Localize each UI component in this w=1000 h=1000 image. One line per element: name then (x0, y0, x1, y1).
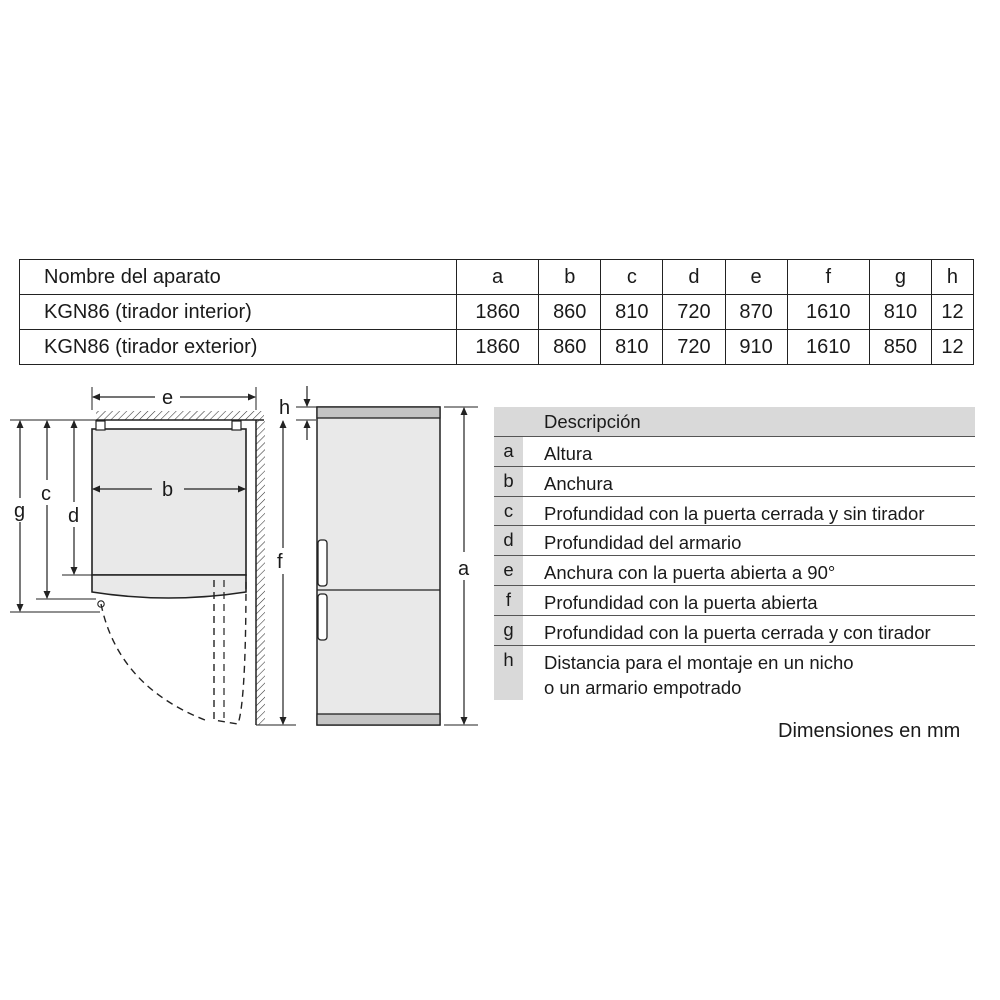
column-header-cell: c (601, 260, 663, 295)
legend-description (544, 620, 931, 645)
closed-door (92, 575, 246, 598)
dim-d-label: d (68, 505, 80, 527)
legend-key: f (494, 586, 523, 615)
dimension-value-cell: 860 (539, 330, 601, 365)
legend-description-line: Anchura (544, 472, 613, 494)
dimension-table-body (20, 260, 974, 365)
legend-description (544, 471, 613, 496)
lower-handle (318, 594, 327, 640)
top-view (10, 386, 318, 725)
legend-description (544, 530, 741, 555)
spacer-left (96, 421, 105, 430)
legend-key: e (494, 556, 523, 585)
legend-key: d (494, 526, 523, 555)
spacer-right (232, 421, 241, 430)
legend-key: c (494, 497, 523, 526)
dim-h-label: h (279, 397, 291, 419)
table-row (20, 295, 974, 330)
legend-item (494, 645, 975, 700)
dimension-value-cell: 850 (869, 330, 931, 365)
column-header-cell: g (869, 260, 931, 295)
legend-description-line: Anchura con la puerta abierta a 90° (544, 562, 836, 584)
dimension-value-cell: 1860 (457, 295, 539, 330)
fridge-body (317, 407, 440, 725)
cabinet-top-view (92, 429, 246, 575)
dimension-table (19, 259, 974, 365)
column-header-cell: a (457, 260, 539, 295)
legend-item (494, 615, 975, 645)
legend-description (544, 501, 925, 526)
legend-item (494, 525, 975, 555)
dimension-value-cell: 1610 (787, 330, 869, 365)
fridge-dimension-drawing (0, 380, 495, 740)
appliance-name-cell: KGN86 (tirador exterior) (20, 330, 457, 365)
table-row (20, 330, 974, 365)
legend-title: Descripción (544, 411, 641, 432)
dim-b-label: b (162, 479, 174, 501)
dimension-value-cell: 810 (601, 295, 663, 330)
column-header-cell: d (663, 260, 725, 295)
legend-item (494, 555, 975, 585)
legend-key: a (494, 437, 523, 466)
dimension-value-cell: 1610 (787, 295, 869, 330)
legend-item (494, 585, 975, 615)
legend-description (544, 650, 854, 700)
dimension-value-cell: 720 (663, 330, 725, 365)
legend-item (494, 466, 975, 496)
description-legend (494, 407, 975, 700)
upper-handle (318, 540, 327, 586)
side-view (317, 407, 478, 725)
dimension-value-cell: 870 (725, 295, 787, 330)
units-note: Dimensiones en mm (778, 720, 961, 742)
column-header-cell: e (725, 260, 787, 295)
legend-description-line: Profundidad con la puerta cerrada y con tirador (544, 621, 931, 643)
legend-description-line: Profundidad del armario (544, 532, 742, 554)
dimension-value-cell: 810 (601, 330, 663, 365)
legend-item (494, 496, 975, 526)
rear-wall-hatch (96, 411, 264, 420)
dim-g-label: g (14, 500, 26, 522)
dim-e-label: e (162, 387, 174, 409)
column-header-cell: b (539, 260, 601, 295)
legend-header (494, 407, 975, 436)
column-header-name: Nombre del aparato (20, 260, 457, 295)
dimension-value-cell: 810 (869, 295, 931, 330)
legend-description-line: Distancia para el montaje en un nicho (544, 651, 854, 673)
fridge-plinth (317, 714, 440, 725)
legend-description (544, 560, 835, 585)
legend-description (544, 441, 592, 466)
dim-c-label: c (41, 483, 51, 505)
dimension-value-cell: 860 (539, 295, 601, 330)
legend-key: b (494, 467, 523, 496)
column-header-cell: h (931, 260, 973, 295)
dimension-value-cell: 12 (931, 330, 973, 365)
dim-a-label: a (458, 558, 470, 580)
legend-description-line: Profundidad con la puerta cerrada y sin tirador (544, 502, 925, 524)
dimension-value-cell: 910 (725, 330, 787, 365)
dimension-value-cell: 720 (663, 295, 725, 330)
legend-key: g (494, 616, 523, 645)
legend-key: h (494, 646, 523, 700)
side-wall-hatch (256, 420, 265, 725)
fridge-top-cover (317, 407, 440, 418)
open-door-outline (214, 580, 246, 724)
legend-description-line: Profundidad con la puerta abierta (544, 591, 818, 613)
appliance-name-cell: KGN86 (tirador interior) (20, 295, 457, 330)
dimension-value-cell: 1860 (457, 330, 539, 365)
legend-description-line: Altura (544, 443, 593, 464)
legend-description-line: o un armario empotrado (544, 676, 742, 698)
legend-rows (494, 436, 975, 700)
table-header-row (20, 260, 974, 295)
legend-description (544, 590, 818, 615)
column-header-cell: f (787, 260, 869, 295)
dimension-value-cell: 12 (931, 295, 973, 330)
door-swing-arc (101, 604, 205, 720)
legend-item (494, 436, 975, 466)
dim-f-label: f (277, 551, 283, 573)
